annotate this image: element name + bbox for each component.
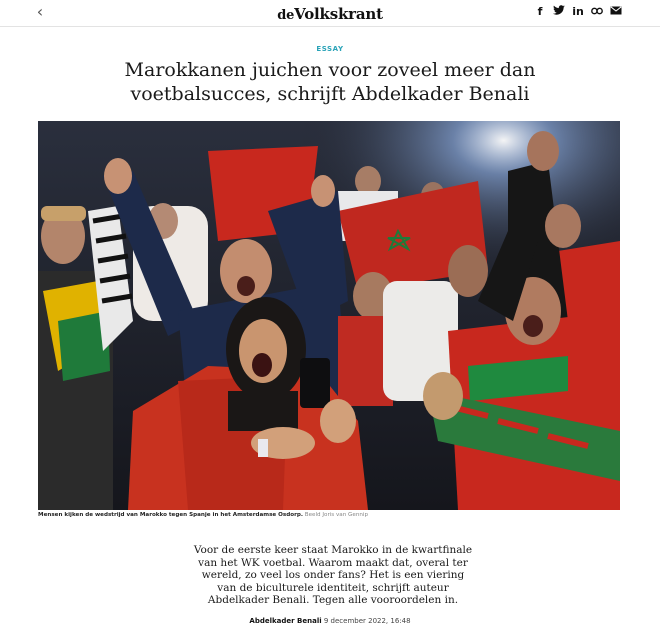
facebook-icon[interactable]: f — [537, 5, 543, 18]
logo-main: Volkskrant — [294, 5, 383, 23]
link-icon[interactable] — [591, 5, 603, 19]
share-bar — [534, 5, 622, 19]
top-bar — [0, 0, 660, 27]
chevron-left-icon: ‹ — [36, 2, 44, 21]
mail-icon[interactable] — [610, 5, 622, 19]
byline — [0, 617, 660, 625]
article-title: Marokkanen juichen voor zoveel meer dan voetbalsucces, schrijft Abdelkader Benali — [124, 59, 536, 105]
publish-date: 9 december 2022, 16:48 — [323, 617, 411, 625]
photo-credit: Beeld Joris van Gennip — [304, 512, 369, 518]
twitter-icon[interactable] — [553, 5, 565, 19]
author-link[interactable]: Abdelkader Benali — [249, 617, 322, 625]
photo-illustration — [38, 121, 620, 510]
article-lead: Voor de eerste keer staat Marokko in de kwartfinale van het WK voetbal. Waarom maakt dat, overal ter wereld, zo veel los onder fans? Het is een viering van de biculturele identiteit, schrijft auteur Abdelkader Benali. Tegen alle vooroordelen in. — [193, 544, 473, 607]
linkedin-icon[interactable]: in — [572, 5, 584, 18]
photo-caption — [38, 512, 620, 518]
caption-text: Mensen kijken de wedstrijd van Marokko tegen Spanje in het Amsterdamse Osdorp. — [38, 512, 303, 518]
logo-prefix: de — [277, 8, 295, 23]
section-label[interactable]: ESSAY — [316, 45, 344, 53]
article-photo[interactable] — [38, 121, 620, 510]
